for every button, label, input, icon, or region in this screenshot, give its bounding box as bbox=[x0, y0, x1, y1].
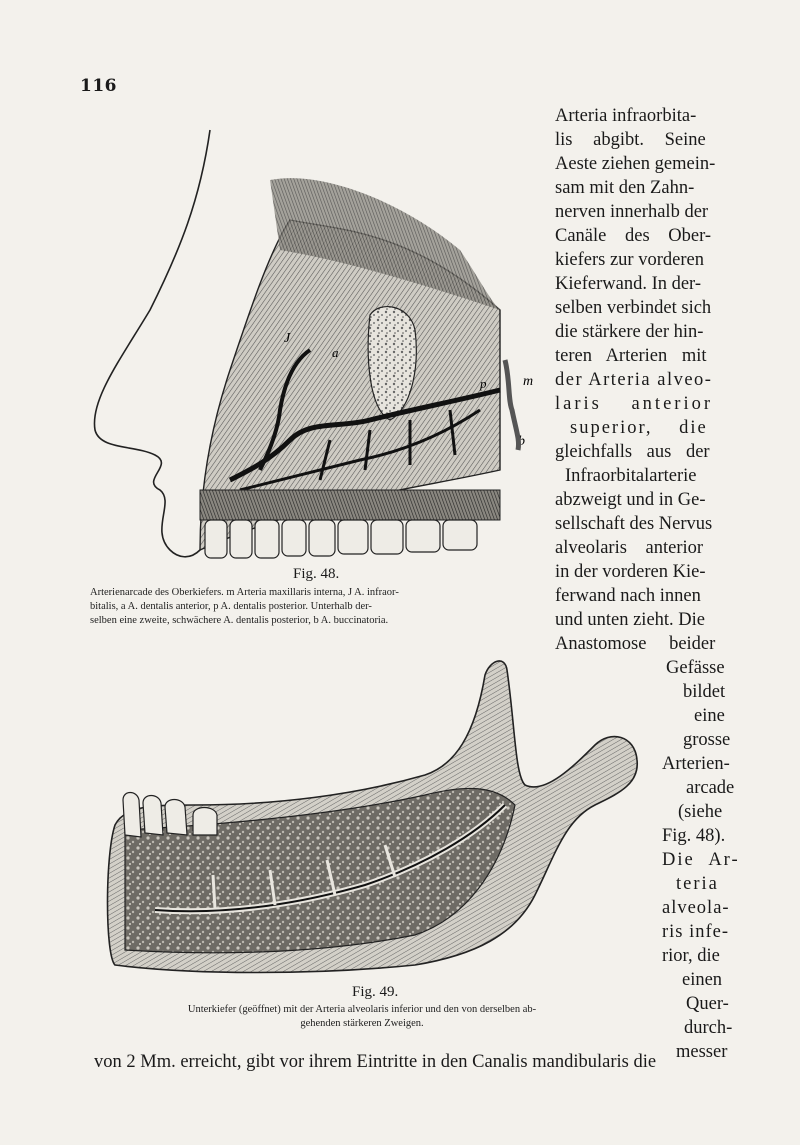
text-line: Infraorbitalarterie bbox=[565, 466, 697, 486]
fig48-label-m: m bbox=[523, 374, 534, 389]
text-line: grosse bbox=[683, 730, 731, 750]
text-line: laris anterior bbox=[555, 394, 713, 414]
fig48-label-b: b bbox=[518, 434, 525, 449]
fig48-label-p: p bbox=[480, 376, 487, 391]
text-line: teren Arterien mit bbox=[555, 346, 707, 366]
text-line: einen bbox=[682, 970, 723, 990]
figure-49-title: Fig. 49. bbox=[352, 984, 399, 1000]
text-line: arcade bbox=[686, 778, 735, 798]
text-line: alveolaris anterior bbox=[555, 538, 704, 558]
text-line: von 2 Mm. erreicht, gibt vor ihrem Eintritte in den Canalis mandibularis die bbox=[94, 1052, 657, 1072]
text-line: Quer- bbox=[686, 994, 729, 1014]
text-line: eine bbox=[694, 706, 725, 726]
text-line: gleichfalls aus der bbox=[555, 442, 710, 462]
text-line: sam mit den Zahn- bbox=[555, 178, 695, 198]
text-line: messer bbox=[676, 1042, 728, 1062]
figure-48-caption-line: selben eine zweite, schwächere A. dentalis posterior, b A. buccinatoria. bbox=[90, 615, 389, 626]
text-line: alveola- bbox=[662, 898, 730, 918]
figure-48-title: Fig. 48. bbox=[293, 566, 340, 582]
text-line: (siehe bbox=[678, 802, 723, 822]
text-line: lis abgibt. Seine bbox=[555, 130, 706, 150]
text-line: Die Ar- bbox=[662, 850, 740, 870]
text-line: superior, die bbox=[570, 418, 708, 438]
text-line: Kieferwand. In der- bbox=[555, 274, 702, 294]
text-line: die stärkere der hin- bbox=[555, 322, 704, 342]
text-line: und unten zieht. Die bbox=[555, 610, 706, 630]
text-line: ris infe- bbox=[662, 922, 730, 942]
text-line: ferwand nach innen bbox=[555, 586, 701, 606]
text-line: kiefers zur vorderen bbox=[555, 250, 704, 270]
text-line: nerven innerhalb der bbox=[555, 202, 709, 222]
text-line: Arterien- bbox=[662, 754, 730, 774]
text-line: teria bbox=[676, 874, 719, 894]
figure-49-caption-line: gehenden stärkeren Zweigen. bbox=[300, 1018, 424, 1029]
fig48-label-J: J bbox=[284, 331, 291, 346]
fig48-label-a: a bbox=[332, 345, 339, 360]
figure-49-caption-line: Unterkiefer (geöffnet) mit der Arteria alveolaris inferior und den von derselben ab- bbox=[187, 1004, 537, 1015]
text-line: der Arteria alveo- bbox=[555, 370, 713, 390]
text-line: Arteria infraorbita- bbox=[555, 106, 697, 126]
page-number: 116 bbox=[80, 76, 117, 96]
text-line: selben verbindet sich bbox=[555, 298, 712, 318]
text-line: Canäle des Ober- bbox=[555, 226, 712, 246]
text-line: Anastomose beider bbox=[555, 634, 716, 654]
text-line: abzweigt und in Ge- bbox=[555, 490, 706, 510]
figure-48-caption-line: Arterienarcade des Oberkiefers. m Arteria maxillaris interna, J A. infraor- bbox=[90, 587, 399, 598]
text-line: Aeste ziehen gemein- bbox=[555, 154, 716, 174]
text-line: durch- bbox=[684, 1018, 733, 1038]
text-line: sellschaft des Nervus bbox=[555, 514, 713, 534]
text-line: Fig. 48). bbox=[662, 826, 726, 846]
text-line: rior, die bbox=[662, 946, 720, 966]
text-line: Gefässe bbox=[666, 658, 725, 678]
figure-48-caption-line: bitalis, a A. dentalis anterior, p A. dentalis posterior. Unterhalb der- bbox=[90, 601, 372, 612]
text-line: bildet bbox=[683, 682, 726, 702]
text-line: in der vorderen Kie- bbox=[555, 562, 706, 582]
